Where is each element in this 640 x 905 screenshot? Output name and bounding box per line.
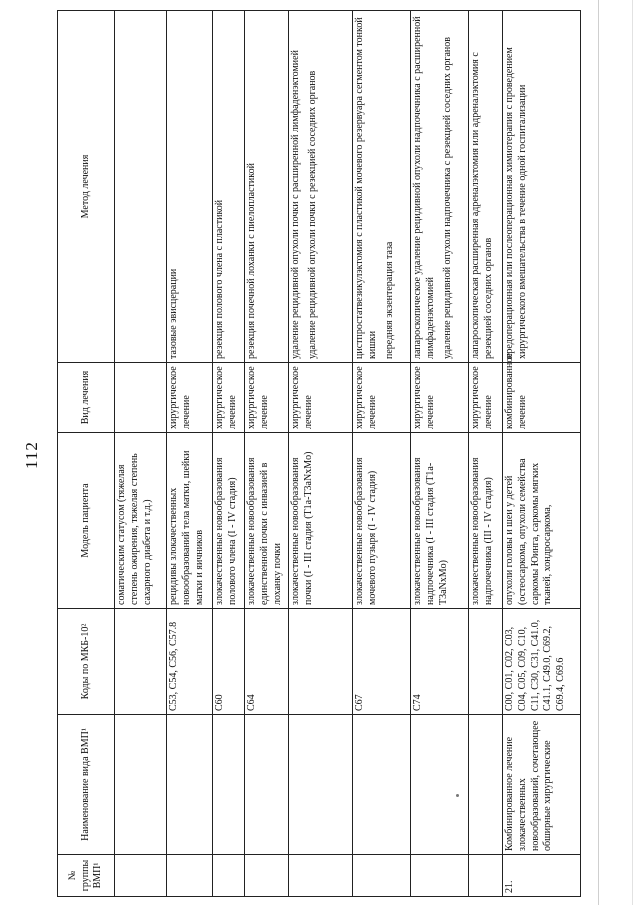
table-row bbox=[289, 11, 353, 897]
method-item: передняя экзентерация таза bbox=[383, 241, 395, 359]
cell-codes: C53, C54, C56, C57.8 bbox=[167, 609, 213, 715]
cell-group bbox=[469, 855, 503, 897]
table-row bbox=[411, 11, 469, 897]
cell-model: злокачественные новообразования мочевого пузыря (I - IV стадия) bbox=[353, 433, 411, 609]
table-header-row bbox=[58, 11, 115, 897]
cell-group bbox=[411, 855, 469, 897]
method-item: удаление рецидивной опухоли надпочечника с резекцией соседних органов bbox=[441, 36, 453, 359]
cell-codes bbox=[469, 609, 503, 715]
cell-codes: C67 bbox=[353, 609, 411, 715]
cell-codes: C00, C01, C02, C03, C04, C05, C09, C10, C11, C30, C31, C41.0, C41.1, C49.0, C69.2, C69.4, C69.6 bbox=[503, 609, 581, 715]
cell-group bbox=[167, 855, 213, 897]
cell-method bbox=[115, 11, 167, 363]
header-group: № группы ВМП¹ bbox=[58, 855, 115, 897]
cell-method bbox=[353, 11, 411, 363]
cell-model: злокачественные новообразования полового члена (I - IV стадия) bbox=[213, 433, 245, 609]
cell-method bbox=[289, 11, 353, 363]
cell-codes: C60 bbox=[213, 609, 245, 715]
cell-type: хирургическое лечение bbox=[167, 363, 213, 433]
cell-method: резекция почечной лоханки с пиелопластикой bbox=[245, 11, 289, 363]
cell-type: хирургическое лечение bbox=[213, 363, 245, 433]
table-row bbox=[503, 11, 581, 897]
cell-model: злокачественные новообразования почки (I - III стадия (T1a-T3aNxMo) bbox=[289, 433, 353, 609]
cell-codes bbox=[289, 609, 353, 715]
header-method: Метод лечения bbox=[58, 11, 115, 363]
cell-name bbox=[469, 715, 503, 855]
cell-name bbox=[245, 715, 289, 855]
method-item: удаление рецидивной опухоли почки с расширенной лимфаденэктомией bbox=[290, 50, 301, 359]
cell-codes: C74 bbox=[411, 609, 469, 715]
cell-model: злокачественные новообразования единственной почки с инвазией в лоханку почки bbox=[245, 433, 289, 609]
cell-name bbox=[167, 715, 213, 855]
table-row bbox=[167, 11, 213, 897]
cell-model: злокачественные новообразования надпочечника (I - III стадия (T1a-T3aNxMo) bbox=[411, 433, 469, 609]
cell-type: хирургическое лечение bbox=[353, 363, 411, 433]
cell-group: 21. bbox=[503, 855, 581, 897]
cell-type: хирургическое лечение bbox=[289, 363, 353, 433]
treatment-table bbox=[57, 10, 581, 897]
method-item: цистпростатвезикулэктомия с пластикой мочевого резервуара сегментом тонкой кишки bbox=[354, 17, 378, 359]
cell-method: предоперационная или послеоперационная химиотерапия с проведением хирургического вмешательства в течение одной госпитализации bbox=[503, 11, 581, 363]
cell-type bbox=[115, 363, 167, 433]
scan-edge-line bbox=[598, 0, 599, 905]
cell-group bbox=[115, 855, 167, 897]
cell-name bbox=[289, 715, 353, 855]
cell-name bbox=[213, 715, 245, 855]
header-codes: Коды по МКБ-10² bbox=[58, 609, 115, 715]
cell-method bbox=[411, 11, 469, 363]
table-row bbox=[469, 11, 503, 897]
header-type: Вид лечения bbox=[58, 363, 115, 433]
cell-method: лапароскопическая расширенная адреналэктомия или адреналэктомия с резекцией соседних органов bbox=[469, 11, 503, 363]
cell-model: рецидивы злокачественных новообразований тела матки, шейки матки и яичников bbox=[167, 433, 213, 609]
cell-type: хирургическое лечение bbox=[245, 363, 289, 433]
cell-type: хирургическое лечение bbox=[411, 363, 469, 433]
table-row bbox=[213, 11, 245, 897]
table-row bbox=[353, 11, 411, 897]
cell-group bbox=[353, 855, 411, 897]
page-number: 112 bbox=[22, 441, 41, 469]
method-item: лапароскопическое удаление рецидивной опухоли надпочечника с расширенной лимфаденэктомией bbox=[412, 16, 436, 359]
header-name: Наименование вида ВМП¹ bbox=[58, 715, 115, 855]
table-row bbox=[245, 11, 289, 897]
cell-method: резекция полового члена с пластикой bbox=[213, 11, 245, 363]
cell-codes bbox=[115, 609, 167, 715]
scan-edge-line bbox=[632, 0, 633, 905]
table-row bbox=[115, 11, 167, 897]
cell-model: опухоли головы и шеи у детей (остеосаркома, опухоли семейства саркомы Юинга, саркомы мягких тканей, хондросаркома, bbox=[503, 433, 581, 609]
cell-group bbox=[289, 855, 353, 897]
cell-codes: C64 bbox=[245, 609, 289, 715]
cell-name: Комбинированное лечение злокачественных новообразований, сочетающее обширные хирургические bbox=[503, 715, 581, 855]
header-model: Модель пациента bbox=[58, 433, 115, 609]
cell-name bbox=[115, 715, 167, 855]
cell-type: хирургическое лечение bbox=[469, 363, 503, 433]
cell-model: соматическим статусом (тяжелая степень ожирения, тяжелая степень сахарного диабета и т.д.) bbox=[115, 433, 167, 609]
cell-method: тазовые эвисцерации bbox=[167, 11, 213, 363]
scan-speck bbox=[456, 794, 459, 797]
cell-name bbox=[411, 715, 469, 855]
cell-model: злокачественные новообразования надпочечника (III - IV стадия) bbox=[469, 433, 503, 609]
cell-type: комбинированное лечение bbox=[503, 363, 581, 433]
cell-group bbox=[245, 855, 289, 897]
cell-name bbox=[353, 715, 411, 855]
method-item: удаление рецидивной опухоли почки с резекцией соседних органов bbox=[306, 70, 318, 359]
cell-group bbox=[213, 855, 245, 897]
